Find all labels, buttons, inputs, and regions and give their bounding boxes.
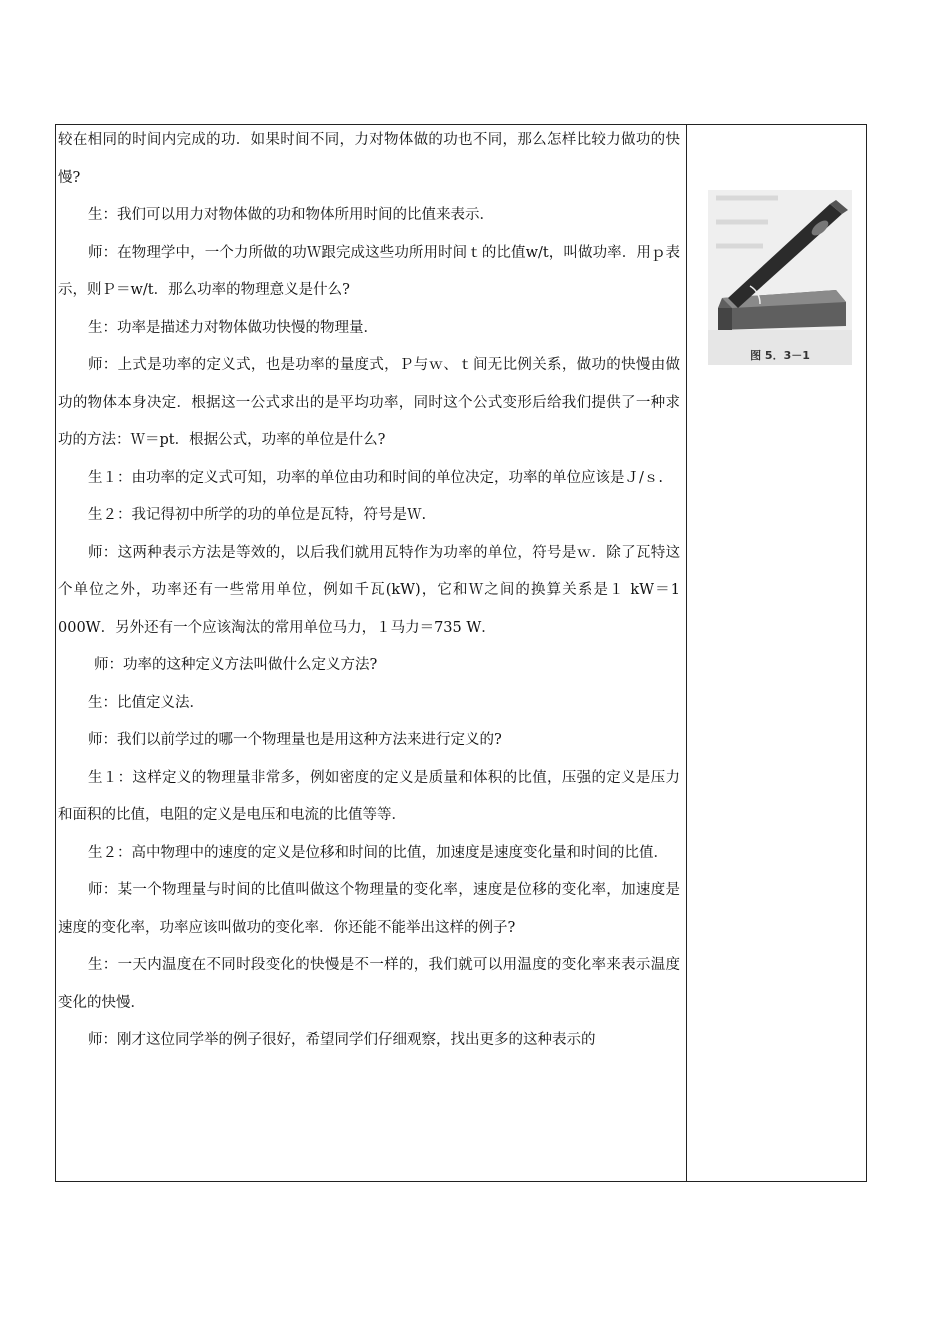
paragraph: 师：上式是功率的定义式，也是功率的量度式，Ｐ与ｗ、ｔ间无比例关系，做功的快慢由做功的物体本身决定．根据这一公式求出的是平均功率，同时这个公式变形后给我们提供了一种求功的方法：Ｗ＝pt．根据公式，功率的单位是什么? [58,357,680,448]
angle-label: θ [764,284,771,297]
paragraph: 师：某一个物理量与时间的比值叫做这个物理量的变化率，速度是位移的变化率，加速度是速度的变化率，功率应该叫做功的变化率．你还能不能举出这样的例子? [58,882,680,936]
paragraph: 师：在物理学中，一个力所做的功Ｗ跟完成这些功所用时间ｔ的比值w/t，叫做功率．用ｐ表示，则Ｐ＝w/t．那么功率的物理意义是什么? [58,244,680,298]
paragraph: 生：比值定义法． [88,694,204,711]
paragraph: 师：功率的这种定义方法叫做什么定义方法? [94,657,378,673]
column-divider [686,124,687,1182]
paragraph: 生：一天内温度在不同时段变化的快慢是不一样的，我们就可以用温度的变化率来表示温度变化的快慢． [58,957,680,1011]
paragraph: 师：我们以前学过的哪一个物理量也是用这种方法来进行定义的? [88,732,502,748]
paragraph: 较在相同的时间内完成的功．如果时间不同，力对物体做的功也不同，那么怎样比较力做功的快慢? [58,132,680,186]
paragraph: 生２：高中物理中的速度的定义是位移和时间的比值，加速度是速度变化量和时间的比值． [88,844,668,861]
paragraph: 生２：我记得初中所学的功的单位是瓦特，符号是Ｗ. [88,507,427,523]
figure-caption: 图 5．3－1 [750,349,810,362]
paragraph: 生１：这样定义的物理量非常多，例如密度的定义是质量和体积的比值，压强的定义是压力和面积的比值，电阻的定义是电压和电流的比值等等． [58,769,680,823]
paragraph: 师：刚才这位同学举的例子很好，希望同学们仔细观察，找出更多的这种表示的 [88,1032,596,1048]
paragraph: 生：我们可以用力对物体做的功和物体所用时间的比值来表示． [88,207,494,223]
incline-figure [708,190,852,365]
paragraph: 生１：由功率的定义式可知，功率的单位由功和时间的单位决定，功率的单位应该是Ｊ/ｓ. [88,469,663,486]
lesson-text-column [58,122,680,1060]
incline-illustration [708,190,852,365]
paragraph: 师：这两种表示方法是等效的，以后我们就用瓦特作为功率的单位，符号是ｗ．除了瓦特这个单位之外，功率还有一些常用单位，例如千瓦(kW)，它和Ｗ之间的换算关系是１ kW＝1 000W．另外还有一个应该淘汰的常用单位马力，１马力＝735 W． [58,544,680,636]
paragraph: 生：功率是描述力对物体做功快慢的物理量． [88,319,378,336]
